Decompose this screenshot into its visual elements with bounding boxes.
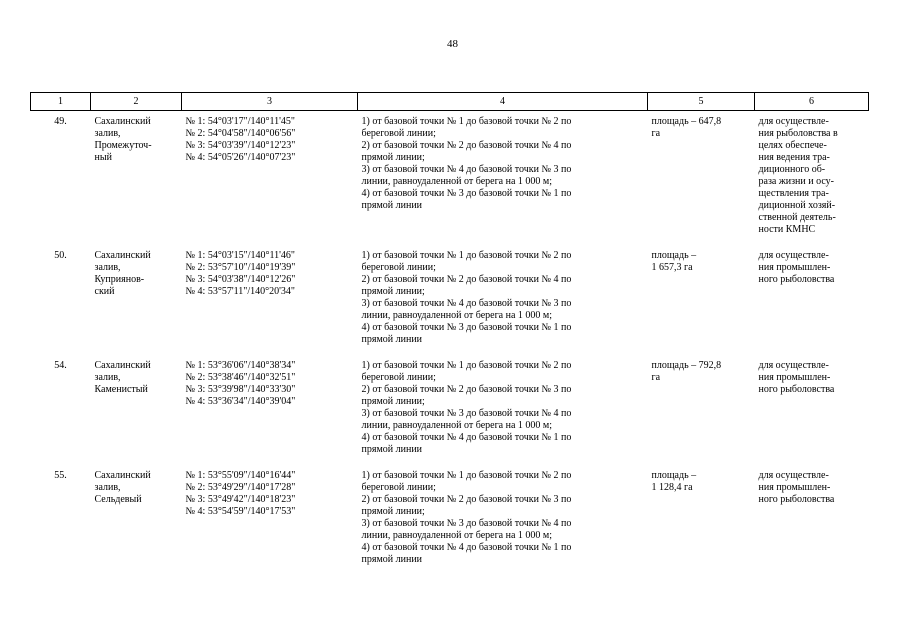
table-header-row [31, 93, 869, 111]
column-header-6: 6 [755, 93, 869, 111]
row-number: 50. [54, 250, 67, 261]
area-purpose: для осуществле- ния промышлен- ного рыболовства [758, 360, 835, 395]
column-header-2: 2 [91, 93, 182, 111]
area-size: площадь – 1 128,4 га [651, 470, 697, 493]
row-number: 54. [54, 360, 67, 371]
column-header-4: 4 [358, 93, 648, 111]
column-header-5: 5 [648, 93, 755, 111]
table-row [31, 470, 869, 580]
table-row [31, 250, 869, 360]
boundary-description: 1) от базовой точки № 1 до базовой точки № 2 по береговой линии; 2) от базовой точки № 2 до базовой точки № 4 по прямой линии; 3) от базовой точки № 4 до базовой точки № 3 по линии, равноудаленной от берега на 1 000 м; 4) от базовой точки № 3 до базовой точки № 1 по прямой линии [361, 250, 572, 345]
area-size: площадь – 1 657,3 га [651, 250, 697, 273]
boundary-description: 1) от базовой точки № 1 до базовой точки № 2 по береговой линии; 2) от базовой точки № 2 до базовой точки № 3 по прямой линии; 3) от базовой точки № 3 до базовой точки № 4 по линии, равноудаленной от берега на 1 000 м; 4) от базовой точки № 4 до базовой точки № 1 по прямой линии [361, 360, 572, 455]
area-name: Сахалинский залив, Промежуточ- ный [94, 116, 152, 163]
area-size: площадь – 792,8 га [651, 360, 722, 383]
table-row [31, 111, 869, 251]
row-number: 55. [54, 470, 67, 481]
column-header-1: 1 [31, 93, 91, 111]
row-number: 49. [54, 116, 67, 127]
base-points: № 1: 54°03'17"/140°11'45" № 2: 54°04'58"/140°06'56" № 3: 54°03'39"/140°12'23" № 4: 54°05'26"/140°07'23" [185, 116, 296, 163]
area-size: площадь – 647,8 га [651, 116, 722, 139]
boundary-description: 1) от базовой точки № 1 до базовой точки № 2 по береговой линии; 2) от базовой точки № 2 до базовой точки № 4 по прямой линии; 3) от базовой точки № 4 до базовой точки № 3 по линии, равноудаленной от берега на 1 000 м; 4) от базовой точки № 3 до базовой точки № 1 по прямой линии [361, 116, 572, 211]
base-points: № 1: 54°03'15"/140°11'46" № 2: 53°57'10"/140°19'39" № 3: 54°03'38"/140°12'26" № 4: 53°57'11"/140°20'34" [185, 250, 296, 297]
area-name: Сахалинский залив, Сельдевый [94, 470, 151, 505]
column-header-3: 3 [182, 93, 358, 111]
base-points: № 1: 53°55'09"/140°16'44" № 2: 53°49'29"/140°17'28" № 3: 53°49'42"/140°18'23" № 4: 53°54'59"/140°17'53" [185, 470, 296, 517]
boundary-description: 1) от базовой точки № 1 до базовой точки № 2 по береговой линии; 2) от базовой точки № 2 до базовой точки № 3 по прямой линии; 3) от базовой точки № 3 до базовой точки № 4 по линии, равноудаленной от берега на 1 000 м; 4) от базовой точки № 4 до базовой точки № 1 по прямой линии [361, 470, 572, 565]
area-name: Сахалинский залив, Каменистый [94, 360, 151, 395]
fishing-areas-table [30, 92, 869, 580]
area-name: Сахалинский залив, Куприянов- ский [94, 250, 151, 297]
area-purpose: для осуществле- ния рыболовства в целях обеспече- ния ведения тра- диционного об- раза жизни и осу- ществления тра- диционной хозяй- ственной деятель- ности КМНС [758, 116, 838, 235]
area-purpose: для осуществле- ния промышлен- ного рыболовства [758, 470, 835, 505]
table-row [31, 360, 869, 470]
page-number: 48 [447, 38, 458, 50]
area-purpose: для осуществле- ния промышлен- ного рыболовства [758, 250, 835, 285]
base-points: № 1: 53°36'06"/140°38'34" № 2: 53°38'46"/140°32'51" № 3: 53°39'98"/140°33'30" № 4: 53°36'34"/140°39'04" [185, 360, 296, 407]
